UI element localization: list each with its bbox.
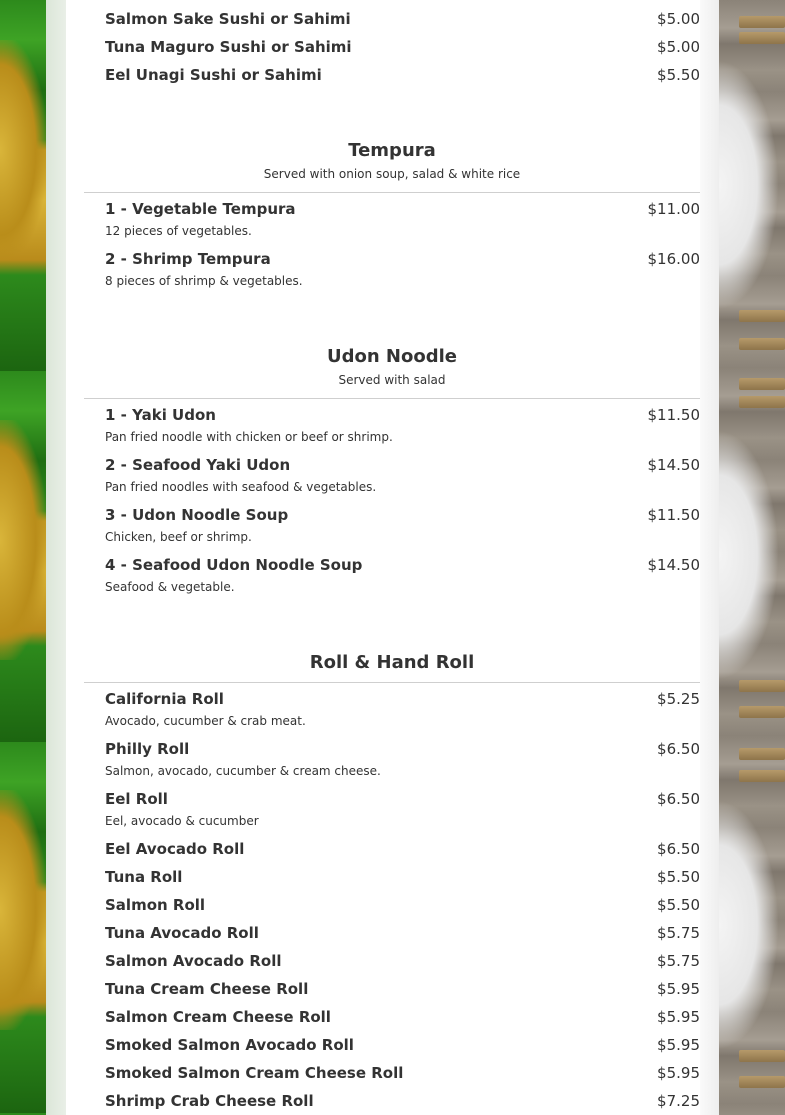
item-description: Salmon, avocado, cucumber & cream cheese. [105, 764, 381, 778]
item-price: $5.00 [657, 38, 700, 56]
item-name: Tuna Cream Cheese Roll [105, 980, 309, 998]
item-name: Smoked Salmon Avocado Roll [105, 1036, 354, 1054]
item-name: Eel Unagi Sushi or Sahimi [105, 66, 322, 84]
item-price: $5.00 [657, 10, 700, 28]
item-name: 4 - Seafood Udon Noodle Soup [105, 556, 363, 574]
item-price: $14.50 [647, 556, 700, 574]
item-price: $5.95 [657, 980, 700, 998]
menu-item [105, 980, 700, 1002]
item-price: $5.25 [657, 690, 700, 708]
item-name: Tuna Avocado Roll [105, 924, 259, 942]
section-subtitle-tempura: Served with onion soup, salad & white rice [263, 167, 521, 181]
item-price: $5.95 [657, 1008, 700, 1026]
menu-item [105, 1064, 700, 1086]
item-description: 12 pieces of vegetables. [105, 224, 252, 238]
item-description: Seafood & vegetable. [105, 580, 235, 594]
item-name: Salmon Cream Cheese Roll [105, 1008, 331, 1026]
item-price: $6.50 [657, 790, 700, 808]
menu-item [105, 506, 700, 528]
menu-item [105, 250, 700, 272]
item-price: $5.75 [657, 924, 700, 942]
menu-item [105, 66, 700, 88]
menu-item [105, 38, 700, 60]
section-title-roll: Roll & Hand Roll [309, 652, 475, 673]
item-name: 3 - Udon Noodle Soup [105, 506, 289, 524]
section-divider [84, 682, 700, 683]
menu-item [105, 556, 700, 578]
background-right-chopsticks-image [719, 0, 785, 1115]
item-name: Eel Avocado Roll [105, 840, 245, 858]
item-name: Shrimp Crab Cheese Roll [105, 1092, 314, 1110]
menu-item [105, 868, 700, 890]
menu-item [105, 790, 700, 812]
menu-item [105, 406, 700, 428]
section-divider [84, 192, 700, 193]
menu-content [66, 0, 700, 1115]
menu-item [105, 1008, 700, 1030]
menu-item [105, 896, 700, 918]
item-name: Salmon Roll [105, 896, 206, 914]
item-price: $5.50 [657, 66, 700, 84]
menu-item [105, 690, 700, 712]
item-description: 8 pieces of shrimp & vegetables. [105, 274, 303, 288]
menu-item [105, 924, 700, 946]
section-title-udon: Udon Noodle [326, 346, 457, 367]
item-description: Avocado, cucumber & crab meat. [105, 714, 306, 728]
item-name: 1 - Yaki Udon [105, 406, 216, 424]
item-price: $11.50 [647, 506, 700, 524]
section-subtitle-udon: Served with salad [338, 373, 446, 387]
item-price: $11.50 [647, 406, 700, 424]
section-title-tempura: Tempura [348, 140, 436, 161]
menu-item [105, 740, 700, 762]
item-name: Philly Roll [105, 740, 190, 758]
item-name: Tuna Maguro Sushi or Sahimi [105, 38, 352, 56]
item-price: $7.25 [657, 1092, 700, 1110]
item-price: $5.50 [657, 868, 700, 886]
item-price: $11.00 [647, 200, 700, 218]
menu-item [105, 1092, 700, 1114]
item-price: $6.50 [657, 740, 700, 758]
menu-item [105, 952, 700, 974]
item-name: Salmon Sake Sushi or Sahimi [105, 10, 351, 28]
item-description: Pan fried noodles with seafood & vegetables. [105, 480, 377, 494]
section-divider [84, 398, 700, 399]
item-price: $16.00 [647, 250, 700, 268]
item-name: Salmon Avocado Roll [105, 952, 282, 970]
item-price: $5.50 [657, 896, 700, 914]
background-right-strip [700, 0, 719, 1115]
menu-item [105, 1036, 700, 1058]
item-description: Pan fried noodle with chicken or beef or shrimp. [105, 430, 393, 444]
item-price: $14.50 [647, 456, 700, 474]
background-left-food-image [0, 0, 46, 1115]
item-description: Eel, avocado & cucumber [105, 814, 259, 828]
menu-item [105, 10, 700, 32]
item-name: Tuna Roll [105, 868, 183, 886]
item-name: 2 - Shrimp Tempura [105, 250, 271, 268]
item-name: Eel Roll [105, 790, 168, 808]
menu-item [105, 200, 700, 222]
item-name: 1 - Vegetable Tempura [105, 200, 296, 218]
item-name: Smoked Salmon Cream Cheese Roll [105, 1064, 404, 1082]
item-price: $5.95 [657, 1036, 700, 1054]
item-price: $5.75 [657, 952, 700, 970]
item-description: Chicken, beef or shrimp. [105, 530, 252, 544]
menu-item [105, 840, 700, 862]
background-left-strip [46, 0, 66, 1115]
menu-item [105, 456, 700, 478]
item-price: $6.50 [657, 840, 700, 858]
item-price: $5.95 [657, 1064, 700, 1082]
item-name: California Roll [105, 690, 224, 708]
item-name: 2 - Seafood Yaki Udon [105, 456, 291, 474]
